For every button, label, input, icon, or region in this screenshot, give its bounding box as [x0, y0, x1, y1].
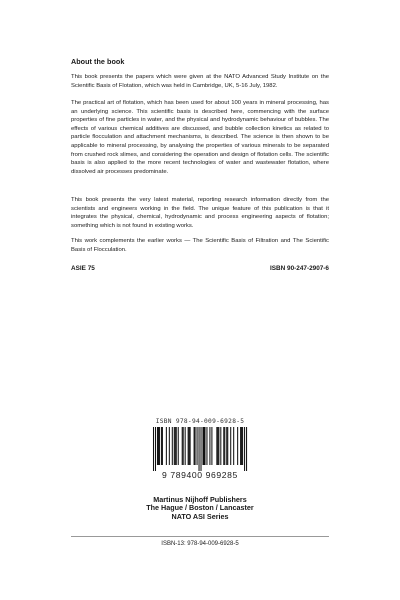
barcode-guard-bar — [246, 427, 247, 471]
barcode-bar — [183, 427, 184, 465]
barcode-bar — [189, 427, 190, 465]
barcode-bar — [223, 427, 224, 465]
barcode-bar — [242, 427, 243, 465]
isbn-top: ISBN 90-247-2907-6 — [270, 265, 329, 272]
barcode-bar — [224, 427, 225, 465]
publisher-series: NATO ASI Series — [171, 511, 229, 521]
barcode-bar — [211, 427, 212, 465]
barcode-bar — [169, 427, 170, 465]
barcode-bar — [206, 427, 207, 465]
barcode-guard-bar — [200, 427, 201, 471]
barcode-guard-bar — [153, 427, 154, 471]
barcode-bar — [202, 427, 203, 465]
barcode-bar — [237, 427, 238, 465]
barcode-bar — [188, 427, 189, 465]
barcode-bar — [218, 427, 219, 465]
barcode-bar — [230, 427, 231, 465]
barcode-bar — [176, 427, 177, 465]
barcode-guard-bar — [244, 427, 245, 471]
barcode-bar — [209, 427, 210, 465]
barcode-bar — [161, 427, 162, 465]
barcode-bar — [240, 427, 241, 465]
publisher-cities: The Hague / Boston / Lancaster — [146, 503, 254, 513]
publisher-name: Martinus Nijhoff Publishers — [153, 495, 247, 504]
series-code: ASIE 75 — [71, 265, 95, 272]
barcode-bar — [190, 427, 191, 465]
barcode-bar — [162, 427, 163, 465]
barcode-bar — [216, 427, 217, 465]
about-paragraph-4: This work complements the earlier works — The Scientific Basis of Filtration and The Scientific Basis of Flocculation. — [71, 238, 329, 253]
publisher-block — [0, 496, 400, 521]
barcode-bar — [185, 427, 186, 465]
barcode-bar — [174, 427, 175, 465]
divider-rule — [71, 536, 329, 537]
about-paragraph-1: This book presents the papers which were given at the NATO Advanced Study Institute on the Scientific Basis of Flotation, which was held in Cambridge, UK, 5-16 July, 1982. — [71, 74, 329, 89]
barcode-bar — [157, 427, 158, 465]
barcode-bar — [166, 427, 167, 465]
barcode-guard-bar — [155, 427, 156, 471]
barcode-bar — [233, 427, 234, 465]
barcode-digits: 9 789400 969285 — [162, 470, 238, 480]
barcode-bar — [159, 427, 160, 465]
barcode-bar — [172, 427, 173, 465]
barcode-bar — [220, 427, 221, 465]
barcode-bar — [197, 427, 198, 465]
barcode-block — [151, 418, 249, 480]
barcode-bar — [194, 427, 195, 465]
barcode-bar — [182, 427, 183, 465]
barcode-guard-bar — [199, 427, 200, 471]
barcode-bar — [227, 427, 228, 465]
barcode-bar — [204, 427, 205, 465]
barcode-bar — [226, 427, 227, 465]
barcode-bar — [195, 427, 196, 465]
barcode-bars — [151, 427, 249, 471]
about-paragraph-2: The practical art of flotation, which has been used for about 100 years in mineral processing, has an underlying science. This scientific basis is described here, commencing with the surface properties of fine particles in water, and the physical and hydrodynamic behaviour of bubbles. The effects of various chemical additives are discussed, and bubble collection kinetics as related to particle flocculation and attachment mechanisms, is described. The science is then shown to be applicable to mineral processing, by analysing the properties of various minerals to be separated from crushed rock slimes, and considering the operation and design of flotation cells. The scientific basis is also applied to the more recent technologies of water and wastewater flotation, where dissolved air processes predominate. — [71, 100, 329, 175]
about-paragraph-3: This book presents the very latest material, reporting research information directly from the scientists and engineers working in the field. The unique feature of this publication is that it integrates the physical, chemical, hydrodynamic and process engineering aspects of flotation; something which is not found in existing works. — [71, 197, 329, 229]
barcode-isbn-text: ISBN 978-94-009-6928-5 — [155, 418, 245, 425]
about-heading: About the book — [71, 57, 125, 66]
barcode-bar — [158, 427, 159, 465]
barcode-bar — [241, 427, 242, 465]
barcode-bar — [203, 427, 204, 465]
barcode-bar — [175, 427, 176, 465]
barcode-bar — [217, 427, 218, 465]
barcode-bar — [178, 427, 179, 465]
isbn13: ISBN-13: 978-94-009-6928-5 — [161, 541, 239, 547]
